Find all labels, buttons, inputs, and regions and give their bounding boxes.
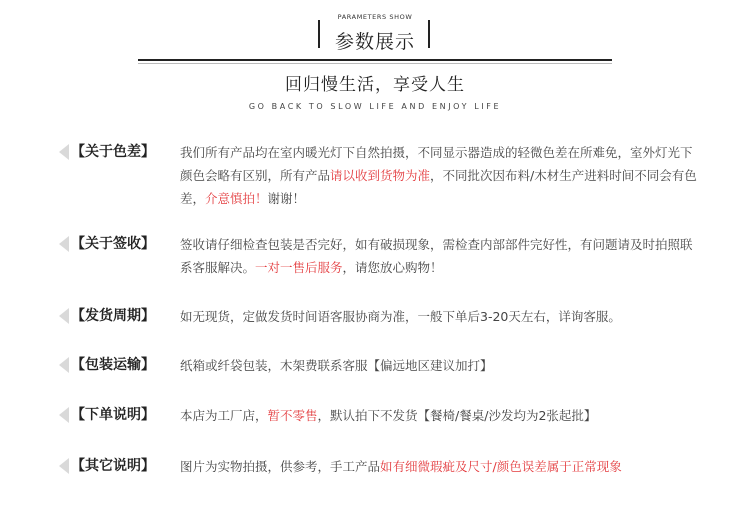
triangle-marker-icon: [59, 357, 69, 373]
section-label: 【下单说明】: [71, 407, 155, 423]
triangle-marker-icon: [59, 236, 69, 252]
section-text: 图片为实物拍摄，供参考，手工产品如有细微瑕疵及尺寸/颜色误差属于正常现象: [180, 459, 622, 474]
section-text: 纸箱或纤袋包装，木架费联系客服【偏远地区建议加打】: [180, 358, 493, 373]
header-small-title: PARAMETERS SHOW: [337, 13, 413, 21]
triangle-marker-icon: [59, 407, 69, 423]
section-text: 如无现货，定做发货时间语客服协商为准，一般下单后3-20天左右，详询客服。: [180, 309, 621, 324]
section-label: 【其它说明】: [71, 458, 155, 474]
triangle-marker-icon: [59, 144, 69, 160]
triangle-marker-icon: [59, 308, 69, 324]
section-text: 签收请仔细检查包装是否完好，如有破损现象，需检查内部部件完好性，有问题请及时拍照联系客服解决。一对一售后服务，请您放心购物！: [180, 237, 693, 275]
section-label: 【包装运输】: [71, 357, 155, 373]
slogan-english: GO BACK TO SLOW LIFE AND ENJOY LIFE: [248, 102, 502, 111]
section-label: 【发货周期】: [71, 308, 155, 324]
header-divider: [138, 59, 612, 61]
slogan-chinese: 回归慢生活，享受人生: [285, 75, 465, 95]
section-text: 本店为工厂店，暂不零售，默认拍下不发货【餐椅/餐桌/沙发均为2张起批】: [180, 408, 597, 423]
section-text: 我们所有产品均在室内暖光灯下自然拍摄，不同显示器造成的轻微色差在所难免，室外灯光下颜色会略有区别，所有产品请以收到货物为准，不同批次因布料/木材生产进料时间不同会有色差，介意慎拍！谢谢！: [180, 145, 697, 206]
page-title: 参数展示: [334, 31, 415, 53]
header-divider-thin: [138, 63, 612, 64]
section-label: 【关于色差】: [71, 144, 155, 160]
triangle-marker-icon: [59, 458, 69, 474]
section-label: 【关于签收】: [71, 236, 155, 252]
